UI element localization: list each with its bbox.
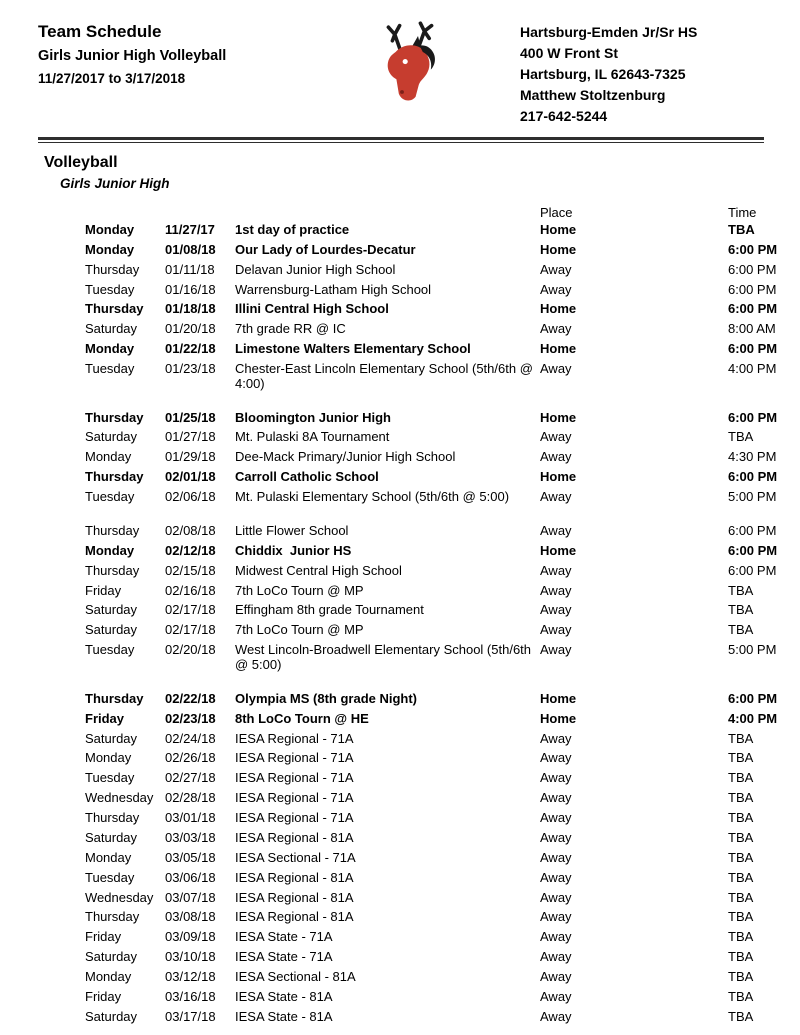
day-cell: Monday [85, 750, 132, 766]
date-cell: 02/17/18 [165, 602, 216, 618]
place-cell: Away [540, 829, 572, 845]
event-cell: Dee-Mack Primary/Junior High School [235, 449, 456, 465]
time-cell: TBA [728, 988, 754, 1004]
date-cell: 03/17/18 [165, 1008, 216, 1024]
table-row [85, 487, 777, 507]
stag-mascot-logo-icon [362, 20, 458, 108]
table-row [85, 987, 764, 1007]
day-cell: Saturday [85, 730, 138, 746]
school-address-line1: 400 W Front St [520, 45, 619, 61]
event-cell: IESA Sectional - 81A [235, 969, 356, 984]
place-cell: Away [540, 810, 572, 825]
schedule-table [85, 203, 778, 1027]
day-cell: Saturday [85, 1008, 138, 1024]
date-cell: 02/23/18 [165, 710, 216, 726]
time-cell: TBA [728, 810, 754, 825]
day-cell: Friday [85, 929, 122, 945]
place-cell: Away [540, 429, 572, 445]
date-cell: 03/16/18 [165, 988, 216, 1004]
time-cell: 6:00 PM [728, 469, 778, 485]
table-row [85, 428, 764, 448]
table-row [85, 709, 778, 729]
place-cell: Away [540, 449, 572, 465]
table-row [85, 468, 778, 488]
day-cell: Thursday [85, 810, 140, 825]
event-cell: Olympia MS (8th grade Night) [235, 690, 418, 706]
day-cell: Monday [85, 241, 135, 257]
day-column-header [85, 206, 165, 221]
time-cell: 6:00 PM [728, 241, 778, 257]
place-cell: Away [540, 969, 572, 984]
date-cell: 01/22/18 [165, 341, 216, 357]
date-cell: 03/10/18 [165, 949, 216, 965]
place-cell: Away [540, 790, 572, 806]
time-cell: 6:00 PM [728, 409, 778, 425]
day-cell: Monday [85, 221, 135, 237]
day-cell: Monday [85, 969, 132, 984]
place-cell: Away [540, 730, 572, 746]
time-column-header: Time [728, 204, 757, 220]
event-cell: Mt. Pulaski 8A Tournament [235, 429, 390, 445]
date-cell: 02/28/18 [165, 790, 216, 806]
school-info [520, 20, 764, 127]
school-address-line2: Hartsburg, IL 62643-7325 [520, 66, 686, 82]
time-cell: TBA [728, 730, 754, 746]
date-column-header [165, 206, 235, 221]
place-cell: Away [540, 622, 572, 638]
day-cell: Friday [85, 582, 122, 598]
time-cell: TBA [728, 969, 754, 984]
date-cell: 01/29/18 [165, 449, 216, 465]
table-row [85, 828, 764, 848]
event-cell: IESA Regional - 81A [235, 869, 354, 885]
day-cell: Thursday [85, 909, 140, 925]
sport-heading: Volleyball [44, 154, 118, 171]
date-cell: 03/01/18 [165, 810, 216, 825]
schedule-rows [85, 220, 778, 1027]
event-cell: West Lincoln-Broadwell Elementary School (5th/6th @ 5:00) [235, 642, 535, 672]
place-cell: Home [540, 241, 577, 257]
event-cell: IESA State - 71A [235, 949, 333, 965]
event-cell: IESA Regional - 81A [235, 909, 354, 925]
table-row [85, 448, 777, 468]
place-cell: Away [540, 602, 572, 618]
date-cell: 02/27/18 [165, 770, 216, 786]
time-cell: 6:00 PM [728, 690, 778, 706]
date-cell: 02/08/18 [165, 522, 216, 538]
day-cell: Tuesday [85, 770, 135, 786]
place-cell: Home [540, 221, 577, 237]
event-cell: Chiddix Junior HS [235, 542, 352, 558]
day-cell: Tuesday [85, 281, 135, 297]
event-cell: 7th LoCo Tourn @ MP [235, 622, 364, 638]
time-cell: TBA [728, 849, 754, 865]
table-row [85, 601, 764, 621]
event-cell: IESA State - 71A [235, 929, 333, 945]
event-cell: Chester-East Lincoln Elementary School (5th/6th @ 4:00) [235, 361, 537, 391]
date-cell: 02/22/18 [165, 690, 216, 706]
place-cell: Home [540, 341, 577, 357]
date-cell: 01/25/18 [165, 409, 216, 425]
day-cell: Thursday [85, 469, 144, 485]
day-cell: Friday [85, 988, 122, 1004]
event-cell: 8th LoCo Tourn @ HE [235, 710, 369, 726]
time-cell: TBA [728, 429, 754, 445]
date-cell: 02/26/18 [165, 750, 216, 766]
table-row [85, 868, 764, 888]
table-row [85, 359, 777, 394]
date-cell: 03/07/18 [165, 889, 216, 905]
date-cell: 02/17/18 [165, 622, 216, 638]
event-cell: IESA Regional - 71A [235, 750, 354, 766]
day-cell: Wednesday [85, 889, 154, 905]
time-cell: TBA [728, 750, 754, 766]
event-cell: Little Flower School [235, 522, 349, 538]
event-cell: Carroll Catholic School [235, 469, 379, 485]
place-cell: Away [540, 522, 572, 538]
contact-name: Matthew Stoltzenburg [520, 87, 666, 103]
place-cell: Away [540, 770, 572, 786]
place-cell: Home [540, 690, 577, 706]
time-cell: 5:00 PM [728, 642, 777, 658]
team-name: Girls Junior High Volleyball [38, 48, 227, 64]
place-cell: Away [540, 988, 572, 1004]
day-cell: Thursday [85, 409, 144, 425]
place-cell: Away [540, 929, 572, 945]
masthead-left [38, 20, 300, 86]
event-cell: Illini Central High School [235, 301, 389, 317]
place-cell: Home [540, 710, 577, 726]
table-row [85, 541, 778, 561]
day-cell: Saturday [85, 622, 138, 638]
event-cell: Our Lady of Lourdes-Decatur [235, 241, 416, 257]
event-column-header [235, 206, 540, 221]
day-cell: Saturday [85, 949, 138, 965]
contact-phone: 217-642-5244 [520, 108, 608, 124]
day-cell: Tuesday [85, 361, 135, 376]
time-cell: 4:30 PM [728, 449, 777, 465]
time-cell: TBA [728, 829, 754, 845]
table-row [85, 689, 778, 709]
day-cell: Tuesday [85, 642, 135, 658]
place-cell: Home [540, 409, 577, 425]
header-divider [38, 137, 764, 143]
date-cell: 03/06/18 [165, 869, 216, 885]
table-row [85, 1007, 764, 1027]
time-cell: TBA [728, 790, 754, 806]
time-cell: 8:00 AM [728, 321, 776, 337]
table-row [85, 641, 777, 676]
event-cell: Midwest Central High School [235, 562, 402, 578]
date-cell: 02/12/18 [165, 542, 216, 558]
date-cell: 02/01/18 [165, 469, 216, 485]
time-cell: TBA [728, 770, 754, 786]
day-cell: Thursday [85, 261, 140, 277]
place-cell: Away [540, 1008, 572, 1024]
place-cell: Home [540, 542, 577, 558]
day-cell: Thursday [85, 690, 144, 706]
date-cell: 03/08/18 [165, 909, 216, 925]
table-row [85, 848, 764, 868]
event-cell: 1st day of practice [235, 221, 350, 237]
event-cell: IESA Sectional - 71A [235, 849, 356, 865]
date-cell: 03/09/18 [165, 929, 216, 945]
table-row [85, 240, 778, 260]
day-cell: Saturday [85, 829, 138, 845]
time-cell: 5:00 PM [728, 489, 777, 505]
event-cell: 7th LoCo Tourn @ MP [235, 582, 364, 598]
date-cell: 01/23/18 [165, 361, 216, 376]
table-row [85, 729, 764, 749]
date-cell: 02/20/18 [165, 642, 216, 658]
event-cell: IESA Regional - 81A [235, 889, 354, 905]
date-cell: 03/12/18 [165, 969, 216, 984]
day-cell: Tuesday [85, 869, 135, 885]
event-cell: IESA Regional - 71A [235, 730, 354, 746]
event-cell: Warrensburg-Latham High School [235, 281, 432, 297]
time-cell: TBA [728, 221, 755, 237]
time-cell: TBA [728, 622, 754, 638]
time-cell: TBA [728, 949, 754, 965]
school-name: Hartsburg-Emden Jr/Sr HS [520, 24, 698, 40]
masthead [38, 20, 764, 127]
day-cell: Saturday [85, 602, 138, 618]
date-cell: 01/18/18 [165, 301, 216, 317]
table-row [85, 300, 778, 320]
place-cell: Away [540, 361, 572, 376]
table-row [85, 561, 777, 581]
time-cell: TBA [728, 602, 754, 618]
event-cell: Delavan Junior High School [235, 261, 396, 277]
date-cell: 01/20/18 [165, 321, 216, 337]
place-cell: Away [540, 849, 572, 865]
place-cell: Away [540, 909, 572, 925]
table-row [85, 749, 764, 769]
time-cell: 6:00 PM [728, 261, 777, 277]
date-cell: 11/27/17 [165, 221, 215, 237]
date-cell: 02/24/18 [165, 730, 216, 746]
event-cell: Limestone Walters Elementary School [235, 341, 471, 357]
date-cell: 01/08/18 [165, 241, 216, 257]
day-cell: Saturday [85, 429, 138, 445]
time-cell: 4:00 PM [728, 710, 778, 726]
table-row [85, 260, 777, 280]
table-header-row [85, 203, 764, 220]
place-cell: Away [540, 281, 572, 297]
place-cell: Away [540, 750, 572, 766]
time-cell: TBA [728, 889, 754, 905]
place-cell: Away [540, 869, 572, 885]
time-cell: 6:00 PM [728, 522, 777, 538]
time-cell: TBA [728, 1008, 754, 1024]
event-cell: Mt. Pulaski Elementary School (5th/6th @ 5:00) [235, 489, 510, 505]
event-cell: IESA Regional - 71A [235, 770, 354, 786]
table-row [85, 280, 777, 300]
date-cell: 02/06/18 [165, 489, 216, 505]
table-row [85, 908, 764, 928]
place-cell: Away [540, 582, 572, 598]
table-row [85, 320, 776, 340]
time-cell: TBA [728, 582, 754, 598]
event-cell: IESA Regional - 71A [235, 810, 354, 825]
event-cell: Effingham 8th grade Tournament [235, 602, 424, 618]
place-cell: Away [540, 321, 572, 337]
time-cell: TBA [728, 929, 754, 945]
time-cell: TBA [728, 909, 754, 925]
place-cell: Away [540, 949, 572, 965]
event-cell: IESA Regional - 81A [235, 829, 354, 845]
day-cell: Saturday [85, 321, 138, 337]
table-row [85, 521, 777, 541]
page-title: Team Schedule [38, 22, 162, 41]
place-column-header: Place [540, 204, 573, 220]
date-cell: 01/27/18 [165, 429, 216, 445]
team-heading: Girls Junior High [60, 176, 170, 191]
table-row [85, 967, 764, 987]
place-cell: Away [540, 889, 572, 905]
table-row [85, 408, 778, 428]
event-cell: Bloomington Junior High [235, 409, 391, 425]
time-cell: 6:00 PM [728, 301, 778, 317]
table-row [85, 581, 764, 601]
event-cell: IESA State - 81A [235, 988, 333, 1004]
day-cell: Monday [85, 449, 132, 465]
table-row [85, 888, 764, 908]
date-cell: 01/16/18 [165, 281, 216, 297]
table-row [85, 789, 764, 809]
day-cell: Tuesday [85, 489, 135, 505]
time-cell: 6:00 PM [728, 341, 778, 357]
day-cell: Monday [85, 341, 135, 357]
schedule-date-range: 11/27/2017 to 3/17/2018 [38, 71, 186, 86]
date-cell: 03/03/18 [165, 829, 216, 845]
time-cell: 6:00 PM [728, 281, 777, 297]
day-cell: Monday [85, 542, 135, 558]
day-cell: Thursday [85, 522, 140, 538]
day-cell: Thursday [85, 301, 144, 317]
time-cell: 6:00 PM [728, 562, 777, 578]
place-cell: Away [540, 261, 572, 277]
date-cell: 03/05/18 [165, 849, 216, 865]
time-cell: TBA [728, 869, 754, 885]
event-cell: IESA Regional - 71A [235, 790, 354, 806]
time-cell: 4:00 PM [728, 361, 777, 376]
day-cell: Friday [85, 710, 125, 726]
table-row [85, 808, 764, 828]
place-cell: Home [540, 469, 577, 485]
table-row [85, 621, 764, 641]
table-row [85, 948, 764, 968]
date-cell: 02/16/18 [165, 582, 216, 598]
place-cell: Home [540, 301, 577, 317]
day-cell: Wednesday [85, 790, 154, 806]
event-cell: 7th grade RR @ IC [235, 321, 346, 337]
masthead-center [300, 20, 520, 108]
place-cell: Away [540, 562, 572, 578]
event-cell: IESA State - 81A [235, 1008, 333, 1024]
time-cell: 6:00 PM [728, 542, 778, 558]
table-row [85, 769, 764, 789]
day-cell: Thursday [85, 562, 140, 578]
date-cell: 01/11/18 [165, 261, 215, 277]
place-cell: Away [540, 489, 572, 505]
day-cell: Monday [85, 849, 132, 865]
date-cell: 02/15/18 [165, 562, 216, 578]
place-cell: Away [540, 642, 572, 658]
table-row [85, 928, 764, 948]
table-row [85, 220, 764, 240]
table-row [85, 340, 778, 360]
